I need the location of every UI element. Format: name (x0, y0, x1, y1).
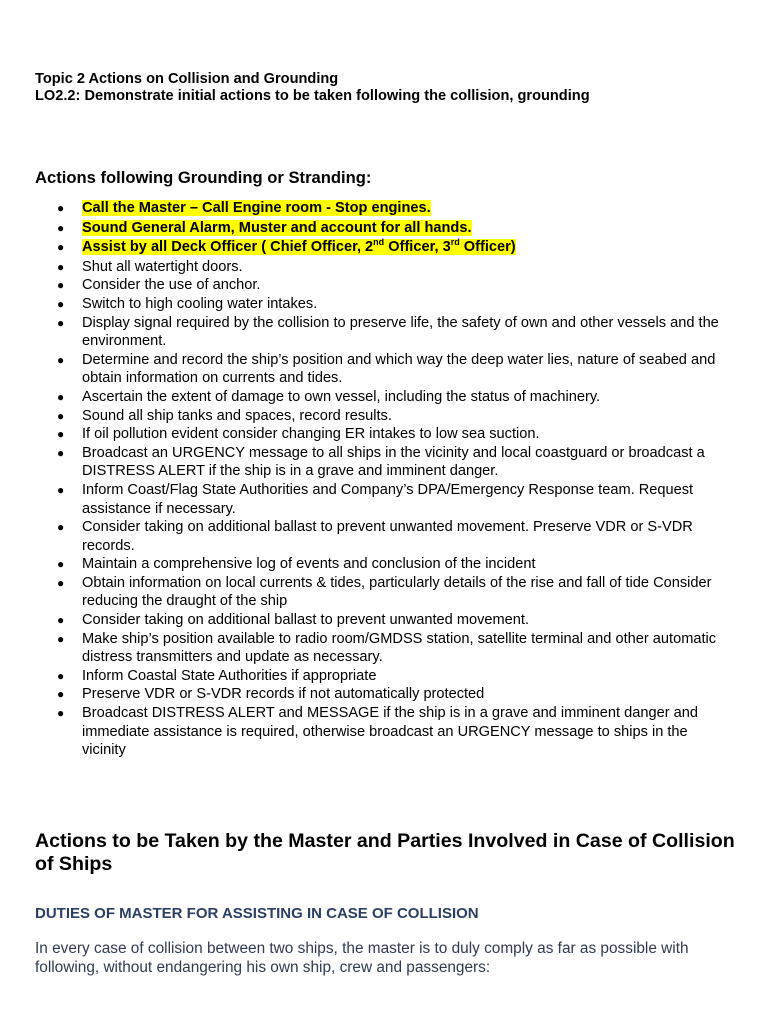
item-text: Sound General Alarm, Muster and account for all hands. (82, 219, 472, 236)
topic-title: Topic 2 Actions on Collision and Grounding (35, 71, 339, 87)
list-item (0, 425, 768, 444)
list-item (0, 574, 768, 611)
list-item (0, 351, 768, 388)
bullet-icon: ● (57, 296, 65, 311)
item-text: Ascertain the extent of damage to own vessel, including the status of machinery. (82, 388, 601, 405)
bullet-icon: ● (57, 278, 65, 293)
bullet-icon: ● (57, 445, 65, 460)
bullet-icon: ● (57, 557, 65, 572)
grounding-actions-list (0, 199, 768, 760)
bullet-icon: ● (57, 352, 65, 367)
list-item (0, 388, 768, 407)
item-text-part: Officer, 3 (384, 239, 451, 256)
list-item (0, 685, 768, 704)
item-text (82, 239, 516, 255)
superscript: nd (373, 237, 385, 248)
list-item (0, 407, 768, 426)
list-item (0, 611, 768, 630)
intro-paragraph: In every case of collision between two ships, the master is to duly comply as far as possible with following, without endangering his own ship, crew and passengers: (35, 940, 689, 976)
list-item (0, 314, 768, 351)
item-text: Maintain a comprehensive log of events and conclusion of the incident (82, 556, 536, 573)
bullet-icon: ● (57, 389, 65, 404)
bullet-icon: ● (57, 687, 65, 702)
item-text: If oil pollution evident consider changing ER intakes to low sea suction. (82, 426, 540, 443)
list-item-highlighted (0, 238, 768, 258)
list-item-highlighted (0, 199, 768, 219)
item-text: Display signal required by the collision to preserve life, the safety of own and other vessels and the environment. (82, 314, 719, 350)
item-text: Make ship’s position available to radio room/GMDSS station, satellite terminal and other automatic distress transmitters and update as necessary. (82, 630, 717, 666)
item-text: Inform Coast/Flag State Authorities and Company’s DPA/Emergency Response team. Request assistance if necessary. (82, 481, 694, 517)
list-item (0, 258, 768, 277)
bullet-icon: ● (57, 613, 65, 628)
list-item (0, 630, 768, 667)
bullet-icon: ● (57, 315, 65, 330)
list-item (0, 295, 768, 314)
item-text: Call the Master – Call Engine room - Stop engines. (82, 200, 431, 216)
item-text: Consider taking on additional ballast to prevent unwanted movement. Preserve VDR or S-VDR records. (82, 519, 693, 554)
item-text: Switch to high cooling water intakes. (82, 295, 318, 312)
bullet-icon: ● (57, 201, 65, 215)
item-text-part: Officer) (459, 239, 516, 256)
bullet-icon: ● (57, 706, 65, 721)
superscript: rd (450, 237, 460, 248)
bullet-icon: ● (57, 408, 65, 423)
list-item (0, 704, 768, 760)
item-text: Broadcast DISTRESS ALERT and MESSAGE if the ship is in a grave and imminent danger and immediate assistance is required, otherwise broadcast an URGENCY message to ships in the vicinity (82, 705, 698, 759)
list-item (0, 518, 768, 555)
list-item-highlighted (0, 219, 768, 239)
collision-heading: Actions to be Taken by the Master and Parties Involved in Case of Collision of Ships (35, 830, 735, 875)
item-text: Consider taking on additional ballast to prevent unwanted movement. (82, 612, 530, 629)
item-text-part: Assist by all Deck Officer ( Chief Officer, 2 (82, 239, 374, 256)
item-text: Consider the use of anchor. (82, 277, 261, 294)
bullet-icon: ● (57, 668, 65, 683)
item-text: Inform Coastal State Authorities if appropriate (82, 667, 377, 684)
bullet-icon: ● (57, 259, 65, 274)
bullet-icon: ● (57, 631, 65, 646)
item-text: Broadcast an URGENCY message to all ships in the vicinity and local coastguard or broadcast a DISTRESS ALERT if the ship is in a grave and imminent danger. (82, 444, 705, 480)
item-text: Preserve VDR or S-VDR records if not automatically protected (82, 686, 485, 703)
learning-objective: LO2.2: Demonstrate initial actions to be taken following the collision, grounding (35, 88, 590, 104)
item-text: Obtain information on local currents & tides, particularly details of the rise and fall of tide Consider reducing the draught of the ship (82, 574, 712, 610)
item-text: Sound all ship tanks and spaces, record results. (82, 407, 392, 424)
item-text: Determine and record the ship’s position and which way the deep water lies, nature of seabed and obtain information on currents and tides. (82, 351, 716, 387)
list-item (0, 276, 768, 295)
list-item (0, 667, 768, 686)
list-item (0, 481, 768, 518)
bullet-icon: ● (57, 575, 65, 590)
list-item (0, 444, 768, 481)
topic-header (35, 71, 590, 105)
bullet-icon: ● (57, 520, 65, 535)
list-item (0, 555, 768, 574)
item-text: Shut all watertight doors. (82, 258, 243, 275)
bullet-icon: ● (57, 240, 65, 255)
bullet-icon: ● (57, 427, 65, 442)
bullet-icon: ● (57, 220, 65, 235)
grounding-heading: Actions following Grounding or Stranding: (35, 168, 372, 187)
bullet-icon: ● (57, 482, 65, 497)
duties-heading: DUTIES OF MASTER FOR ASSISTING IN CASE OF COLLISION (35, 905, 479, 922)
